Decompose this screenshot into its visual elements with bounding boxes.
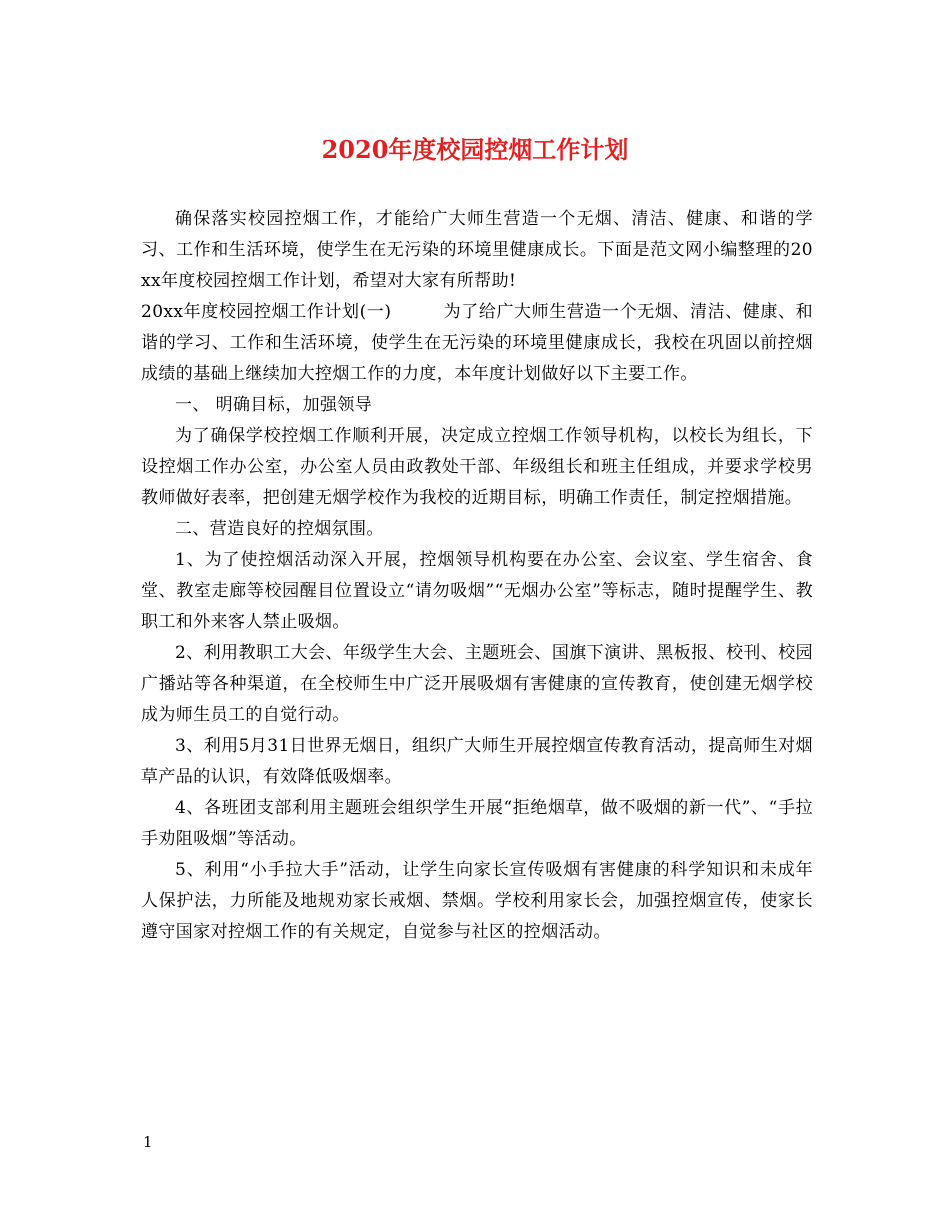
- list-item: 5、利用“小手拉大手”活动，让学生向家长宣传吸烟有害健康的科学知识和未成年人保护法，力所能及地规劝家长戒烟、禁烟。学校利用家长会，加强控烟宣传，使家长遵守国家对控烟工作的有关规定，自觉参与社区的控烟活动。: [141, 860, 813, 942]
- document-title: 2020年度校园控烟工作计划: [321, 135, 629, 164]
- intro-paragraph: 确保落实校园控烟工作，才能给广大师生营造一个无烟、清洁、健康、和谐的学习、工作和生活环境，使学生在无污染的环境里健康成长。下面是范文网小编整理的20xx年度校园控烟工作计划，希望对大家有所帮助!: [141, 209, 813, 291]
- document-body: [141, 204, 813, 948]
- list-item: 3、利用5月31日世界无烟日，组织广大师生开展控烟宣传教育活动，提高师生对烟草产品的认识，有效降低吸烟率。: [141, 736, 813, 787]
- list-item: 4、各班团支部利用主题班会组织学生开展“拒绝烟草，做不吸烟的新一代”、“手拉手劝阻吸烟”等活动。: [141, 798, 813, 849]
- section1-heading: 一、 明确目标，加强领导: [175, 395, 373, 415]
- plan-heading: 20xx年度校园控烟工作计划(一): [141, 302, 392, 322]
- plan-intro-paragraph: [141, 297, 813, 390]
- section1-paragraph: 为了确保学校控烟工作顺利开展，决定成立控烟工作领导机构，以校长为组长，下设控烟工作办公室，办公室人员由政教处干部、年级组长和班主任组成，并要求学校男教师做好表率，把创建无烟学校作为我校的近期目标，明确工作责任，制定控烟措施。: [141, 426, 813, 508]
- plan-intro-text: 为了给广大师生营造一个无烟、清洁、健康、和谐的学习、工作和生活环境，使学生在无污染的环境里健康成长，我校在巩固以前控烟成绩的基础上继续加大控烟工作的力度，本年度计划做好以下主要工作。: [141, 302, 814, 384]
- section2-heading: 二、营造良好的控烟氛围。: [175, 519, 384, 539]
- list-item: 1、为了使控烟活动深入开展，控烟领导机构要在办公室、会议室、学生宿舍、食堂、教室走廊等校园醒目位置设立“请勿吸烟”“无烟办公室”等标志，随时提醒学生、教职工和外来客人禁止吸烟。: [141, 550, 813, 632]
- page-number: 1: [143, 1133, 153, 1151]
- list-item: 2、利用教职工大会、年级学生大会、主题班会、国旗下演讲、黑板报、校刊、校园广播站等各种渠道，在全校师生中广泛开展吸烟有害健康的宣传教育，使创建无烟学校成为师生员工的自觉行动。: [141, 643, 813, 725]
